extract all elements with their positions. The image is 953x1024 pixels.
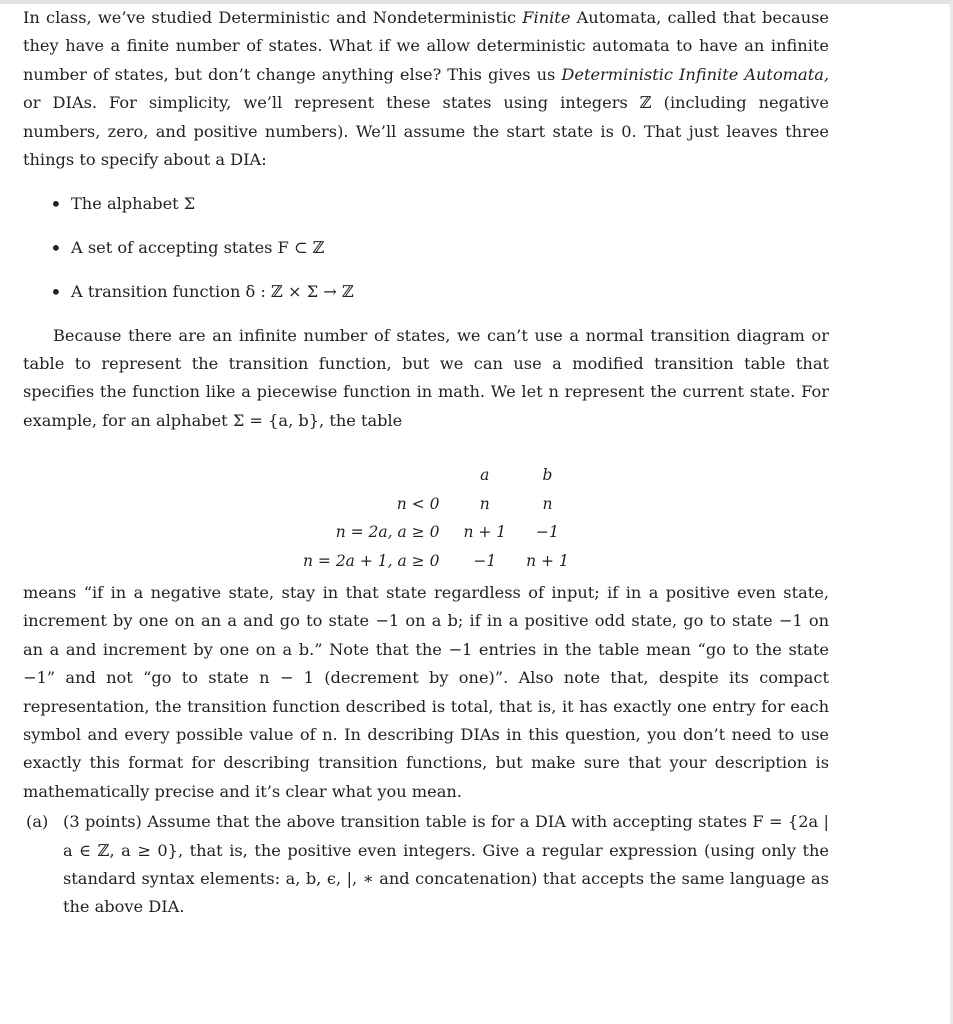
table-explanation-paragraph: means “if in a negative state, stay in that state regardless of input; if in a positive even state, increment by one on an a and go to state −1 on a b; if in a positive odd state, go to state −1 on an a and increment by one on a b.” Note that the −1 entries in the table mean “go to the state −1” and not “go to state n − 1 (decrement by one)”. Also note that, despite its compact representation, the transition function described is total, that is, it has exactly one entry for each symbol and every possible value of n. In describing DIAs in this question, you don’t need to use exactly this format for describing transition functions, but make sure that your description is mathematically precise and it’s clear what you mean. <box>23 582 829 801</box>
row-condition: n = 2a + 1, a ≥ 0 <box>303 551 440 570</box>
cell-a: n <box>479 494 490 513</box>
document-page <box>23 4 829 922</box>
column-header-b: b <box>542 466 553 485</box>
table-row <box>293 490 579 518</box>
list-item: • A set of accepting states F ⊂ ℤ <box>23 234 829 262</box>
cell-a: n + 1 <box>463 523 507 542</box>
transition-table <box>293 461 579 575</box>
dia-components-list <box>23 190 829 306</box>
table-header-row <box>293 461 579 489</box>
table-row <box>293 547 579 575</box>
cell-a: −1 <box>473 551 497 570</box>
cell-b: n + 1 <box>526 551 569 570</box>
row-condition: n < 0 <box>396 494 440 513</box>
part-a-text: (3 points) Assume that the above transition table is for a DIA with accepting states F = {2a | a ∈ ℤ, a ≥ 0}, that is, the positive even integers. Give a regular expression (using only the standard syntax elements: a, b, ϵ, |, ∗ and concatenation) that accepts the same language as the above DIA. <box>63 812 829 917</box>
column-header-a: a <box>480 466 490 485</box>
question-part-a <box>23 808 829 922</box>
table-row <box>293 518 579 546</box>
transition-table-paragraph: Because there are an infinite number of states, we can’t use a normal transition diagram or table to represent the transition function, but we can use a modified transition table that specifies the function like a piecewise function in math. We let n represent the current state. For example, for an alphabet Σ = {a, b}, the table <box>23 325 829 430</box>
cell-b: −1 <box>536 523 559 542</box>
list-item: • The alphabet Σ <box>23 190 829 218</box>
part-label: (a) <box>26 812 49 832</box>
list-item: • A transition function δ : ℤ × Σ → ℤ <box>23 278 829 306</box>
intro-paragraph: In class, we’ve studied Deterministic and Nondeterministic Finite Automata, called that because they have a finite number of states. What if we allow deterministic automata to have an infinite number of states, but don’t change anything else? This gives us Deterministic Infinite Automata, or DIAs. For simplicity, we’ll represent these states using integers ℤ (including negative numbers, zero, and positive numbers). We’ll assume the start state is 0. That just leaves three things to specify about a DIA: <box>23 8 829 170</box>
cell-b: n <box>542 494 553 513</box>
row-condition: n = 2a, a ≥ 0 <box>335 523 440 542</box>
